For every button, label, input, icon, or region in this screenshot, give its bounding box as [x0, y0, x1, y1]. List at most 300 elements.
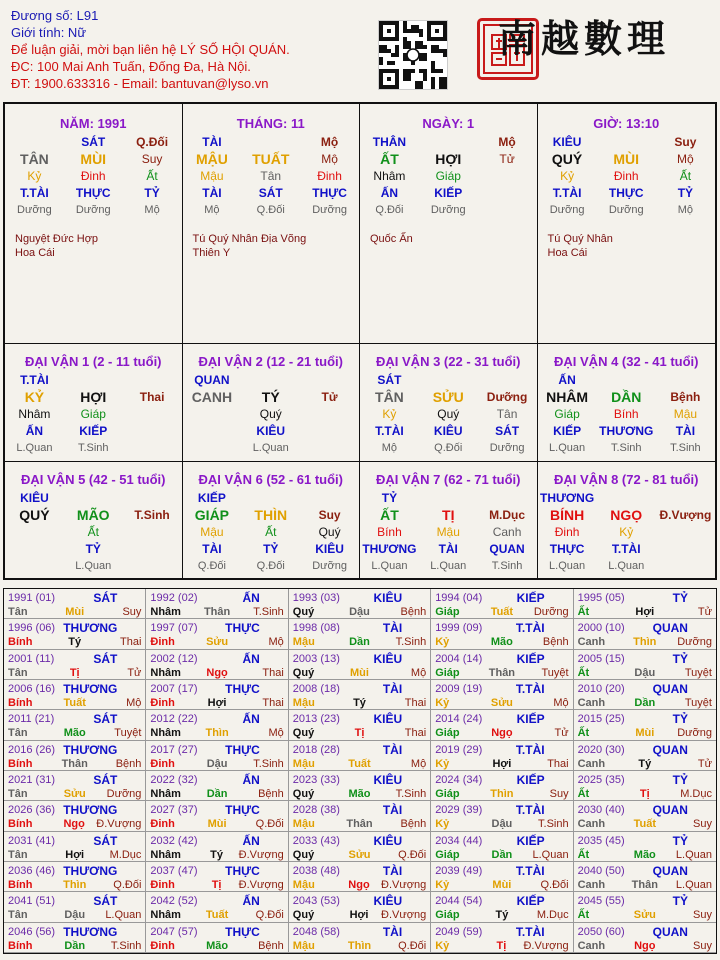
year-label: 2030 (40)	[577, 804, 625, 817]
pillar-cell	[360, 104, 538, 344]
pillar-value: QUAN	[194, 372, 230, 387]
year-star: KIẾP	[516, 651, 545, 666]
year-cell	[431, 801, 573, 831]
year-label: 1994 (04)	[435, 592, 483, 604]
year-cell	[574, 832, 716, 862]
year-label: 1997 (07)	[150, 622, 198, 635]
year-cell	[146, 741, 288, 771]
year-value: Đ.Vượng	[523, 939, 569, 952]
year-label: 2034 (44)	[435, 834, 483, 847]
pillar-value: T.Sinh	[610, 441, 642, 454]
year-star: SÁT	[93, 651, 118, 666]
year-star: ẤN	[242, 591, 260, 605]
year-value: Mậu	[292, 818, 315, 831]
year-value: Thìn	[490, 788, 514, 800]
year-cell	[4, 892, 146, 922]
pillar-notes: Tú Quý Nhân Địa Võng Thiên Y	[192, 233, 307, 259]
pillar-value: Mộ	[677, 203, 694, 216]
daivan-cell	[5, 462, 183, 578]
year-label: 1998 (08)	[292, 622, 340, 635]
pillar-value: T.TÀI	[20, 185, 49, 200]
pillar-value: Kỷ	[27, 168, 42, 183]
year-star: KIÊU	[373, 894, 403, 909]
year-cell	[146, 832, 288, 862]
year-value: Tuất	[348, 757, 371, 770]
pillar-value: KIÊU	[256, 423, 286, 438]
year-cell	[289, 710, 431, 740]
year-star: QUAN	[652, 803, 688, 818]
pillar-value: KIÊU	[552, 134, 582, 149]
pillar-value: MẬU	[195, 150, 228, 167]
year-value: Thai	[547, 757, 569, 770]
year-value: Mộ	[268, 636, 284, 649]
year-label: 1995 (05)	[577, 592, 625, 604]
pillar-value: THƯƠNG	[599, 423, 654, 438]
pillar-heading: THÁNG: 11	[236, 116, 305, 131]
year-value: Tuyệt	[684, 666, 712, 679]
year-label: 2045 (55)	[577, 895, 625, 908]
year-value: Suy	[122, 606, 142, 618]
pillar-value: Ất	[265, 524, 277, 539]
year-star: TÀI	[382, 682, 403, 696]
pillar-heading: ĐẠI VẬN 8 (72 - 81 tuổi)	[554, 472, 699, 487]
pillar-value: KIÊU	[315, 541, 344, 556]
year-label: 2003 (13)	[292, 652, 340, 665]
pillar-value: L.Quan	[549, 441, 586, 454]
pillar-value: Mộ	[677, 151, 694, 166]
year-value: Bính	[8, 818, 33, 831]
year-value: Bệnh	[258, 939, 284, 952]
year-star: KIÊU	[373, 712, 403, 727]
pillar-value: L.Quan	[75, 559, 112, 572]
pillar-value: Đinh	[317, 168, 342, 183]
pillar-value: TÀI	[438, 541, 458, 556]
year-label: 2032 (42)	[150, 834, 198, 847]
year-value: Giáp	[435, 788, 460, 800]
year-label: 2000 (10)	[577, 622, 625, 635]
pillar-value: MÃO	[76, 506, 110, 523]
year-star: SÁT	[93, 833, 118, 848]
year-value: Tuyệt	[114, 727, 142, 740]
year-cell	[146, 710, 288, 740]
pillar-value: Đinh	[554, 524, 580, 539]
year-cell	[431, 832, 573, 862]
year-star: THƯƠNG	[63, 682, 118, 696]
pillar-value: KIÊU	[20, 490, 49, 505]
year-star: KIẾP	[516, 773, 545, 787]
year-star: KIÊU	[373, 773, 403, 787]
year-label: 2012 (22)	[150, 713, 198, 726]
year-value: Canh	[577, 818, 606, 831]
year-star: TỶ	[672, 591, 688, 605]
year-value: Tử	[127, 666, 142, 679]
year-star: QUAN	[652, 864, 688, 878]
pillar-value: Dưỡng	[608, 203, 644, 216]
year-value: Ất	[577, 666, 590, 679]
year-value: Ngọ	[491, 727, 513, 740]
pillar-value: Q.Đối	[256, 203, 285, 216]
year-cell	[289, 589, 431, 619]
pillar-value: Dưỡng	[486, 389, 528, 404]
year-star: THỰC	[225, 742, 260, 757]
year-value: Giáp	[435, 606, 460, 618]
pillar-value: L.Quan	[371, 559, 408, 572]
pillar-heading: NĂM: 1991	[60, 116, 127, 131]
year-value: Thân	[488, 666, 516, 679]
year-cell	[289, 619, 431, 649]
year-label: 2019 (29)	[435, 743, 483, 756]
year-value: Thìn	[205, 727, 229, 740]
year-cell	[4, 710, 146, 740]
year-label: 2039 (49)	[435, 865, 483, 877]
year-cell	[574, 619, 716, 649]
pillar-value: Dưỡng	[312, 559, 347, 572]
year-value: Ất	[577, 788, 590, 800]
year-star: SÁT	[93, 894, 118, 909]
year-value: Tị	[639, 788, 650, 800]
pillar-value: NHÂM	[546, 388, 589, 405]
year-cell	[289, 923, 431, 953]
pillar-heading: ĐẠI VẬN 7 (62 - 71 tuổi)	[376, 472, 521, 487]
year-value: Kỷ	[435, 697, 450, 709]
year-star: TÀI	[382, 621, 403, 636]
year-value: Kỷ	[435, 636, 450, 649]
year-value: Hợi	[349, 909, 369, 922]
year-label: 2010 (20)	[577, 683, 625, 695]
year-value: Giáp	[435, 727, 460, 740]
year-value: Bính	[8, 757, 33, 770]
year-value: Tử	[554, 727, 569, 740]
year-value: Bệnh	[400, 606, 427, 618]
year-value: Mùi	[207, 818, 227, 831]
pillar-value: Mộ	[320, 134, 339, 149]
year-label: 2050 (60)	[577, 925, 625, 938]
pillar-cell	[183, 104, 361, 344]
year-cell	[146, 892, 288, 922]
year-value: Giáp	[435, 909, 460, 922]
year-value: Mộ	[410, 757, 427, 770]
year-value: Dưỡng	[106, 788, 142, 800]
year-value: Q.Đối	[540, 879, 569, 891]
year-label: 2001 (11)	[8, 652, 55, 665]
pillar-value: TỊ	[442, 506, 455, 523]
pillar-heading: ĐẠI VẬN 2 (12 - 21 tuổi)	[198, 354, 343, 369]
pillar-cell	[538, 104, 716, 344]
year-cell	[289, 832, 431, 862]
year-value: Mậu	[292, 636, 315, 649]
year-value: Tân	[8, 909, 28, 922]
year-value: Tuất	[205, 909, 229, 922]
year-value: Hợi	[65, 848, 85, 861]
year-star: QUAN	[652, 621, 688, 636]
pillar-value: TÀI	[675, 423, 696, 438]
year-value: Đ.Vượng	[381, 879, 427, 891]
year-value: Mão	[490, 636, 513, 649]
pillar-value: Mộ	[321, 151, 338, 166]
year-value: Mậu	[292, 939, 315, 952]
pillar-value: TỶ	[677, 185, 694, 200]
year-value: Sửu	[633, 909, 656, 922]
pillar-heading: GIỜ: 13:10	[593, 116, 660, 131]
year-value: Dưỡng	[677, 727, 712, 740]
pillar-value: KIẾP	[79, 423, 108, 438]
year-label: 2037 (47)	[150, 865, 198, 877]
pillar-value: Dưỡng	[549, 203, 585, 216]
pillar-value: Dưỡng	[489, 441, 525, 454]
year-label: 1993 (03)	[292, 592, 340, 604]
pillar-value: ẤN	[25, 423, 44, 438]
year-value: Suy	[549, 788, 569, 800]
year-value: Đinh	[150, 879, 175, 891]
year-star: KIÊU	[373, 651, 403, 666]
year-cell	[574, 589, 716, 619]
year-value: Thai	[262, 697, 284, 709]
year-label: 2005 (15)	[577, 652, 625, 665]
pillar-value: Dưỡng	[312, 203, 347, 216]
year-value: Mộ	[126, 697, 142, 709]
year-cell	[4, 832, 146, 862]
pillar-value: Q.Đối	[256, 559, 285, 572]
pillar-value: Dưỡng	[430, 203, 466, 216]
year-value: Bệnh	[400, 818, 427, 831]
year-label: 2006 (16)	[8, 683, 56, 695]
year-cell	[574, 862, 716, 892]
year-value: Thai	[404, 727, 427, 740]
year-value: Quý	[292, 727, 315, 740]
daivan-cell	[538, 462, 716, 578]
year-cell	[574, 650, 716, 680]
year-cell	[574, 710, 716, 740]
year-value: Hợi	[492, 757, 512, 770]
pillar-value: Thai	[139, 389, 165, 404]
year-value: Dần	[349, 636, 370, 649]
header-line: ĐT: 1900.633316 - Email: bantuvan@lyso.vn	[11, 76, 269, 91]
year-value: M.Dục	[680, 788, 712, 800]
year-cell	[4, 862, 146, 892]
year-label: 1991 (01)	[8, 592, 56, 604]
year-star: THƯƠNG	[63, 924, 118, 939]
pillar-value: THỰC	[549, 541, 585, 556]
year-cell	[431, 771, 573, 801]
year-star: T.TÀI	[515, 864, 545, 878]
pillar-value: Kỷ	[619, 524, 634, 539]
year-cell	[289, 801, 431, 831]
year-cell	[431, 741, 573, 771]
year-star: TÀI	[382, 924, 403, 939]
pillar-heading: ĐẠI VẬN 5 (42 - 51 tuổi)	[21, 472, 166, 487]
year-value: Ất	[577, 606, 590, 618]
year-label: 2033 (43)	[292, 834, 340, 847]
year-cell	[4, 619, 146, 649]
year-cell	[431, 923, 573, 953]
year-value: Quý	[292, 788, 315, 800]
year-value: Ngọ	[206, 666, 228, 679]
pillar-value: TUẤT	[252, 150, 290, 167]
year-value: Nhâm	[150, 606, 181, 618]
year-value: Tị	[211, 879, 222, 891]
year-value: Bính	[8, 636, 33, 649]
year-star: KIẾP	[516, 712, 545, 727]
pillar-value: TỶ	[263, 541, 279, 556]
year-cell	[431, 680, 573, 710]
pillar-value: Q.Đối	[197, 559, 226, 572]
pillar-value: Mộ	[204, 203, 220, 216]
year-value: T.Sinh	[538, 818, 569, 831]
year-value: Suy	[693, 909, 712, 922]
year-label: 2015 (25)	[577, 713, 625, 726]
year-star: T.TÀI	[515, 742, 545, 757]
pillar-value: Mậu	[436, 524, 460, 539]
pillar-value: THƯƠNG	[362, 541, 417, 556]
year-star: ẤN	[242, 712, 260, 727]
year-label: 2008 (18)	[292, 683, 340, 695]
pillar-value: Tử	[321, 389, 338, 404]
year-value: Đ.Vượng	[381, 909, 427, 922]
year-value: Mùi	[635, 727, 655, 740]
year-cell	[431, 589, 573, 619]
year-value: Bính	[8, 879, 33, 891]
year-value: Mộ	[268, 727, 284, 740]
pillar-value: KIẾP	[553, 423, 582, 438]
pillar-value: TÂN	[20, 150, 49, 167]
year-star: TỶ	[672, 894, 688, 909]
year-value: Canh	[577, 939, 606, 952]
year-value: Thìn	[63, 879, 87, 891]
pillar-value: Tân	[496, 406, 518, 421]
daivan-cell	[360, 344, 538, 462]
year-star: TỶ	[672, 712, 688, 727]
pillar-value: SÁT	[258, 185, 283, 200]
year-value: Dần	[491, 848, 513, 861]
pillar-value: Q.Đối	[434, 441, 463, 454]
pillar-value: CANH	[191, 388, 233, 405]
year-label: 2044 (54)	[435, 895, 483, 908]
pillar-value: KIẾP	[197, 490, 226, 505]
year-value: Tân	[8, 666, 28, 679]
year-label: 2014 (24)	[435, 713, 483, 726]
year-value: Đinh	[150, 818, 175, 831]
year-value: L.Quan	[532, 848, 569, 861]
pillar-value: Tân	[260, 168, 282, 183]
year-star: KIẾP	[516, 591, 545, 605]
year-label: 2025 (35)	[577, 774, 625, 786]
year-label: 2043 (53)	[292, 895, 340, 908]
year-label: 2038 (48)	[292, 865, 340, 877]
year-value: Ngọ	[634, 939, 656, 952]
year-value: Thân	[346, 818, 373, 831]
year-label: 2040 (50)	[577, 865, 625, 877]
year-value: T.Sinh	[110, 939, 142, 952]
year-value: Suy	[693, 818, 712, 831]
year-value: Sửu	[348, 848, 371, 861]
year-label: 2046 (56)	[8, 925, 56, 938]
year-label: 2027 (37)	[150, 804, 198, 817]
year-value: T.Sinh	[395, 636, 427, 649]
year-value: Đ.Vượng	[238, 848, 284, 861]
year-value: Tị	[496, 939, 507, 952]
year-value: Thân	[61, 757, 88, 770]
year-value: Bính	[8, 939, 33, 952]
year-value: Bệnh	[115, 757, 142, 770]
year-cell	[574, 771, 716, 801]
year-star: TÀI	[382, 864, 403, 878]
pillar-value: MÙI	[80, 150, 107, 167]
pillar-heading: ĐẠI VẬN 4 (32 - 41 tuổi)	[554, 354, 699, 369]
year-value: Thìn	[347, 939, 372, 952]
year-star: T.TÀI	[515, 924, 545, 939]
pillar-value: TỶ	[85, 541, 101, 556]
year-value: Tử	[697, 606, 712, 618]
pillar-value: T.TÀI	[552, 185, 582, 200]
pillar-value: Đinh	[80, 168, 106, 183]
year-value: Đ.Vượng	[238, 879, 284, 891]
year-value: Quý	[292, 666, 315, 679]
pillar-value: Mộ	[498, 134, 516, 149]
year-cell	[289, 741, 431, 771]
year-label: 2028 (38)	[292, 804, 340, 817]
year-value: Nhâm	[150, 848, 181, 861]
year-value: Bệnh	[542, 636, 569, 649]
header-line: Giới tính: Nữ	[11, 25, 87, 40]
year-star: KIẾP	[516, 833, 545, 848]
year-value: Đinh	[150, 636, 175, 649]
year-star: ẤN	[242, 651, 260, 666]
year-value: Dậu	[349, 606, 370, 618]
pillar-value: Ất	[679, 168, 692, 183]
year-value: Quý	[292, 909, 315, 922]
year-value: Mậu	[292, 697, 315, 709]
year-value: Q.Đối	[255, 818, 284, 831]
pillar-value: Giáp	[80, 406, 106, 421]
year-value: M.Dục	[109, 848, 142, 861]
year-label: 2029 (39)	[435, 804, 483, 817]
pillar-value: ẤN	[558, 372, 576, 387]
year-value: Kỷ	[435, 818, 450, 831]
year-value: Quý	[292, 848, 315, 861]
pillar-value: NGỌ	[610, 506, 643, 523]
year-star: SÁT	[93, 712, 118, 727]
year-value: Dưỡng	[677, 636, 712, 649]
pillar-value: Q.Đối	[136, 134, 169, 149]
year-value: Tị	[354, 727, 365, 740]
pillar-value: T.TÀI	[611, 541, 641, 556]
pillar-value: QUAN	[489, 541, 525, 556]
pillar-value: MÙI	[613, 150, 640, 167]
year-value: Dần	[64, 939, 86, 952]
year-cell	[146, 680, 288, 710]
year-value: Tử	[697, 757, 712, 770]
year-value: Tân	[8, 788, 28, 800]
pillar-value: BÍNH	[549, 506, 585, 523]
pillar-value: SỬU	[432, 388, 464, 405]
year-cell	[431, 710, 573, 740]
pillar-value: TÝ	[261, 388, 280, 405]
year-label: 2007 (17)	[150, 683, 198, 695]
year-value: Kỷ	[435, 879, 450, 891]
year-star: THỰC	[225, 864, 260, 878]
year-label: 2031 (41)	[8, 834, 56, 847]
year-value: Tuyệt	[541, 666, 569, 679]
year-value: Nhâm	[150, 666, 181, 679]
year-value: Mộ	[553, 697, 569, 709]
year-cell	[289, 892, 431, 922]
year-star: TỶ	[672, 833, 688, 848]
pillar-value: Mậu	[673, 406, 698, 421]
year-star: KIÊU	[373, 833, 403, 848]
pillar-notes: Tú Quý Nhân Hoa Cái	[547, 233, 613, 259]
year-star: THỰC	[225, 621, 260, 636]
pillar-value: Kỷ	[382, 406, 397, 421]
